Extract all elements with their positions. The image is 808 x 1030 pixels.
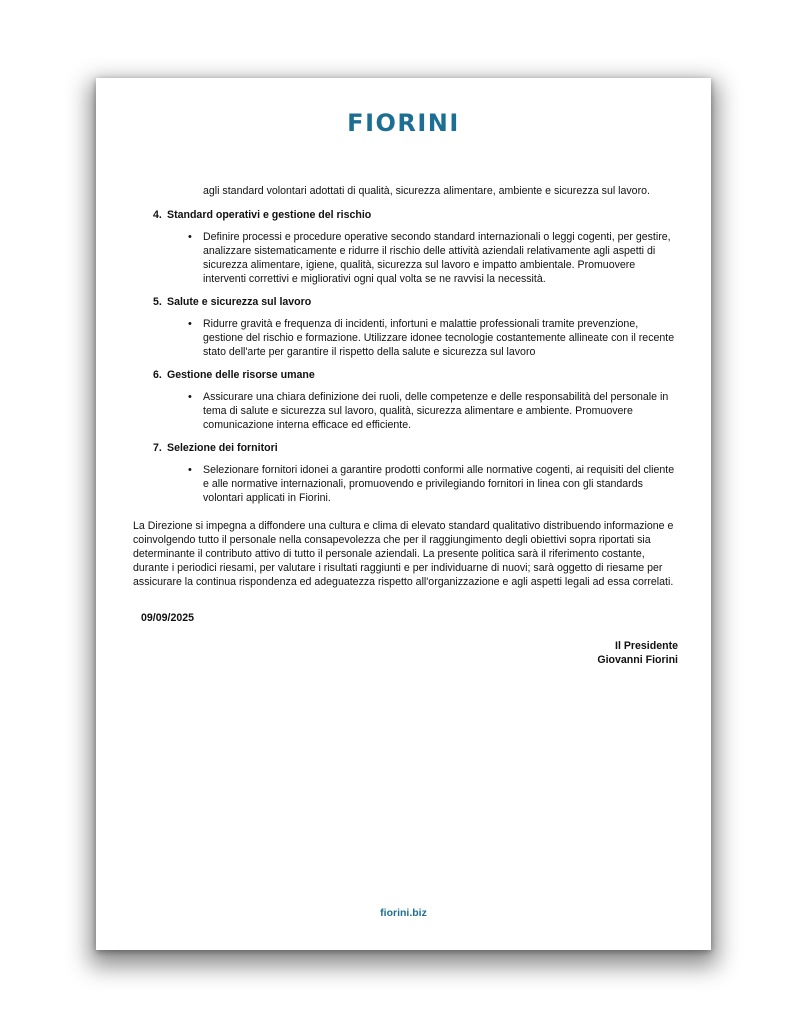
bullet-text: Ridurre gravità e frequenza di incidenti, infortuni e malattie professionali tramite prevenzione, gestione del rischio e formazione. Utilizzare idonee tecnologie costantemente allineate con il recente stato dell'arte per garantire il rispetto della salute e sicurezza sul lavoro bbox=[203, 318, 675, 358]
closing-paragraph: La Direzione si impegna a diffondere una cultura e clima di elevato standard qualitativo distribuendo informazione e coinvolgendo tutto il personale nella consapevolezza che per il raggiungimento degli obiettivi sopra riportati sia determinante il contributo attivo di tutto il personale aziendali. La presente politica sarà il riferimento costante, durante i periodici riesami, per valutare i risultati raggiunti e per individuarne di nuovi; sarà oggetto di riesame per assicurare la continua rispondenza ed adeguatezza rispetto all'organizzazione e agli aspetti legali ad essa correlati. bbox=[133, 520, 674, 588]
footer-url: fiorini.biz bbox=[380, 907, 427, 919]
section-number: 4. bbox=[153, 209, 162, 221]
section-title: Gestione delle risorse umane bbox=[167, 369, 315, 381]
bullet-text: Assicurare una chiara definizione dei ruoli, delle competenze e delle responsabilità del personale in tema di salute e sicurezza sul lavoro, qualità, sicurezza alimentare e ambiente. Promuovere comunicazione interna efficace ed efficiente. bbox=[203, 391, 669, 431]
section-heading bbox=[153, 368, 678, 382]
bullet-icon: • bbox=[188, 318, 192, 330]
bullet-icon: • bbox=[188, 391, 192, 403]
section-number: 5. bbox=[153, 296, 162, 308]
section-title: Salute e sicurezza sul lavoro bbox=[167, 296, 312, 308]
continuation-paragraph: agli standard volontari adottati di qualità, sicurezza alimentare, ambiente e sicurezza sul lavoro. bbox=[203, 185, 650, 197]
section-7 bbox=[133, 441, 678, 505]
bullet-text: Definire processi e procedure operative secondo standard internazionali o leggi cogenti, per gestire, analizzare sistematicamente e ridurre il rischio delle attività aziendali relativamente agli aspetti di sicurezza alimentare, igiene, qualità, sicurezza sul lavoro e impatto ambientale. Promuovere interventi correttivi e migliorativi ogni qual volta se ne ravvisi la necessità. bbox=[203, 231, 671, 285]
signature-name: Giovanni Fiorini bbox=[597, 654, 678, 666]
section-6 bbox=[133, 368, 678, 432]
section-title: Standard operativi e gestione del rischio bbox=[167, 209, 372, 221]
section-heading bbox=[153, 295, 678, 309]
section-heading bbox=[153, 208, 678, 222]
document-body bbox=[133, 184, 678, 667]
section-title: Selezione dei fornitori bbox=[167, 442, 278, 454]
section-4 bbox=[133, 208, 678, 286]
bullet-text: Selezionare fornitori idonei a garantire prodotti conformi alle normative cogenti, ai requisiti del cliente e alle normative internazionali, promuovendo e privilegiando fornitori in linea con gli standards volontari applicati in Fiorini. bbox=[203, 464, 675, 504]
document-page bbox=[96, 78, 711, 950]
bullet-item bbox=[188, 230, 678, 286]
signature-role: Il Presidente bbox=[615, 640, 678, 652]
bullet-item bbox=[188, 390, 678, 432]
section-number: 7. bbox=[153, 442, 162, 454]
document-date: 09/09/2025 bbox=[141, 612, 195, 624]
bullet-item bbox=[188, 317, 678, 359]
section-heading bbox=[153, 441, 678, 455]
signature-block bbox=[133, 639, 678, 667]
fiorini-logo: FIORINI bbox=[347, 109, 460, 137]
bullet-icon: • bbox=[188, 464, 192, 476]
section-5 bbox=[133, 295, 678, 359]
bullet-icon: • bbox=[188, 231, 192, 243]
bullet-item bbox=[188, 463, 678, 505]
section-number: 6. bbox=[153, 369, 162, 381]
